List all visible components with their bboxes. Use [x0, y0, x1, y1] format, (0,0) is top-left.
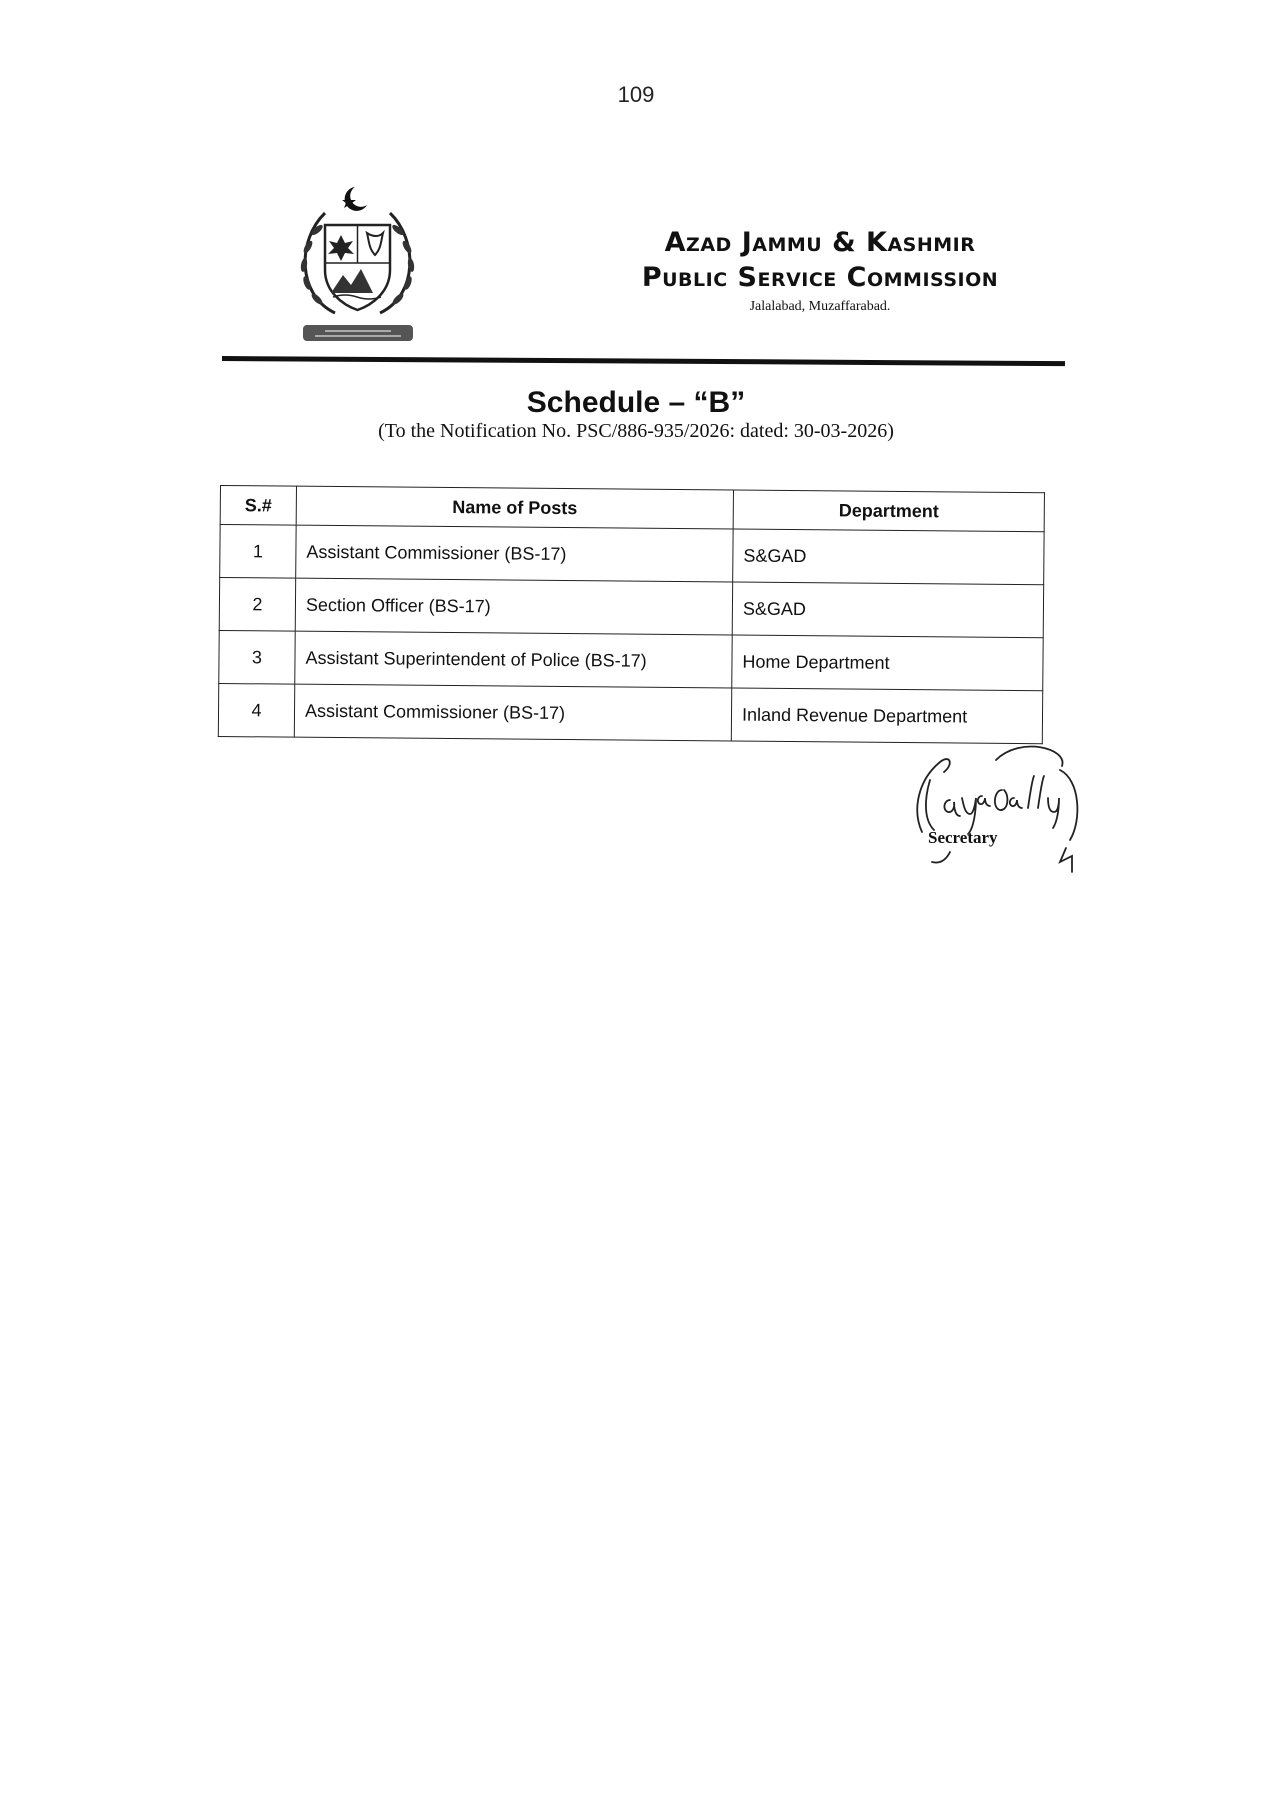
posts-table	[218, 485, 1045, 744]
table-row	[219, 630, 1043, 690]
notification-reference: (To the Notification No. PSC/886-935/2026: dated: 30-03-2026)	[378, 420, 894, 442]
cell-post-name: Section Officer (BS-17)	[295, 578, 732, 635]
cell-post-name: Assistant Commissioner (BS-17)	[294, 684, 731, 741]
cell-serial: 2	[219, 578, 295, 632]
header-post-name: Name of Posts	[296, 486, 733, 529]
cell-department: S&GAD	[733, 529, 1044, 585]
org-name-line1: Azad Jammu & Kashmir	[664, 227, 976, 258]
cell-serial: 3	[219, 630, 295, 684]
handwritten-signature	[910, 740, 1090, 890]
document-title: Schedule – “B”	[526, 386, 746, 419]
table-row	[219, 578, 1043, 638]
cell-serial: 4	[218, 683, 294, 737]
org-name-line2: Public Service Commission	[641, 262, 999, 293]
table-row	[218, 683, 1042, 743]
header-serial: S.#	[220, 486, 296, 526]
letterhead	[295, 185, 1065, 350]
org-address: Jalalabad, Muzaffarabad.	[749, 299, 891, 314]
cell-serial: 1	[220, 525, 296, 579]
cell-department: Inland Revenue Department	[731, 688, 1042, 744]
header-department: Department	[733, 490, 1044, 532]
table-row	[220, 525, 1044, 585]
organization-name	[595, 227, 1045, 315]
cell-post-name: Assistant Superintendent of Police (BS-17)	[295, 631, 732, 688]
page-number: 109	[617, 82, 655, 107]
commission-emblem-icon	[295, 185, 420, 345]
cell-post-name: Assistant Commissioner (BS-17)	[296, 525, 733, 582]
signatory-designation: Secretary	[928, 828, 998, 847]
cell-department: Home Department	[732, 635, 1043, 691]
header-divider	[222, 356, 1065, 366]
cell-department: S&GAD	[732, 582, 1043, 638]
